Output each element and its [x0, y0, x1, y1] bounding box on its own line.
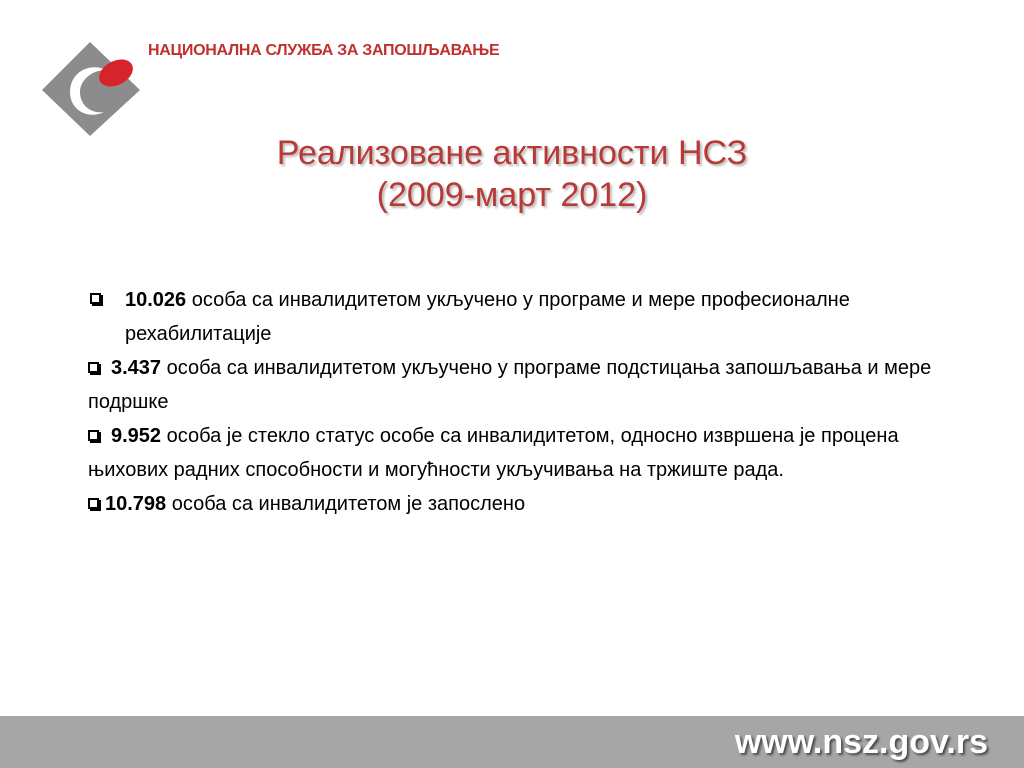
- nsz-logo: [40, 40, 144, 138]
- slide-title-line2: (2009-март 2012): [376, 176, 648, 214]
- slide-title-line1: Реализоване активности НСЗ: [276, 134, 748, 172]
- footer-url[interactable]: www.nsz.gov.rs: [734, 723, 988, 761]
- statistics-list: [88, 283, 943, 521]
- checkbox-bullet-icon: [88, 430, 99, 441]
- item-number: 9.952: [111, 425, 162, 447]
- list-item: [88, 419, 943, 487]
- checkbox-bullet-icon: [90, 293, 101, 304]
- item-number: 10.026: [125, 289, 187, 311]
- list-item: [88, 351, 943, 419]
- item-text: особа са инвалидитетом укључено у програме подстицања запошљавања и мере подршке: [88, 357, 932, 413]
- organization-name: НАЦИОНАЛНА СЛУЖБА ЗА ЗАПОШЉАВАЊЕ: [148, 42, 500, 59]
- item-number: 3.437: [111, 357, 162, 379]
- slide-title: [0, 132, 1024, 216]
- item-text: особа је стекло статус особе са инвалидитетом, односно извршена је процена њихових радних способности и могућности укључивања на тржиште рада.: [88, 425, 899, 481]
- item-text: особа са инвалидитетом укључено у програме и мере професионалне рехабилитације: [125, 289, 850, 345]
- item-text: особа са инвалидитетом је запослено: [166, 493, 526, 515]
- checkbox-bullet-icon: [88, 362, 99, 373]
- checkbox-bullet-icon: [88, 498, 99, 509]
- list-item: [88, 283, 943, 351]
- list-item: [88, 487, 943, 521]
- logo-diamond: [42, 42, 140, 136]
- item-number: 10.798: [105, 493, 167, 515]
